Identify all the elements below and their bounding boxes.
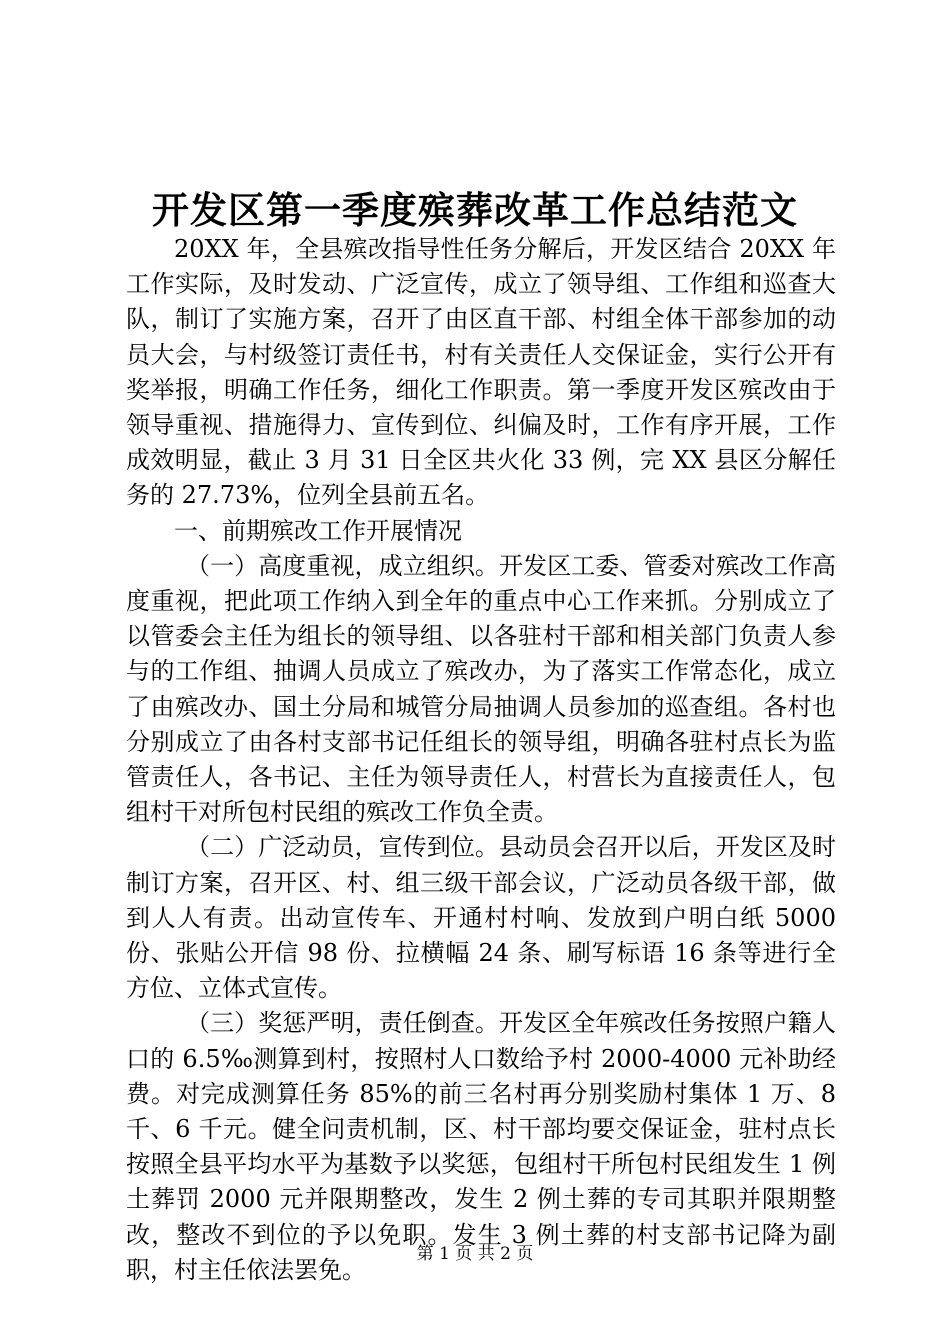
subsection-paragraph-3: （三）奖惩严明，责任倒查。开发区全年殡改任务按照户籍人口的 6.5‰测算到村，按照村人口数给予村 2000-4000 元补助经费。对完成测算任务 85%的前三名村再分别奖励村集体 1 万、8 千、6 千元。健全问责机制，区、村干部均要交保证金，驻村点长按照全县平均水平为基数予以奖惩，包组村干所包村民组发生 1 例土葬罚 2000 元并限期整改，发生 2 例土葬的专司其职并限期整改，整改不到位的予以免职。发生 3 例土葬的村支部书记降为副职，村主任依法罢免。 (126, 1009, 836, 1284)
subsection-paragraph-1: （一）高度重视，成立组织。开发区工委、管委对殡改工作高度重视，把此项工作纳入到全年的重点中心工作来抓。分别成立了以管委会主任为组长的领导组、以各驻村干部和相关部门负责人参与的工作组、抽调人员成立了殡改办，为了落实工作常态化，成立了由殡改办、国土分局和城管分局抽调人员参加的巡查组。各村也分别成立了由各村支部书记任组长的领导组，明确各驻村点长为监管责任人，各书记、主任为领导责任人，村营长为直接责任人，包组村干对所包村民组的殡改工作负全责。 (126, 551, 836, 827)
intro-paragraph: 20XX 年，全县殡改指导性任务分解后，开发区结合 20XX 年工作实际，及时发动、广泛宣传，成立了领导组、工作组和巡查大队，制订了实施方案，召开了由区直干部、村组全体干部参加的动员大会，与村级签订责任书，村有关责任人交保证金，实行公开有奖举报，明确工作任务，细化工作职责。第一季度开发区殡改由于领导重视、措施得力、宣传到位、纠偏及时，工作有序开展，工作成效明显，截止 3 月 31 日全区共火化 33 例，完 XX 县区分解任务的 27.73%，位列全县前五名。 (126, 235, 836, 510)
section-heading: 一、前期殡改工作开展情况 (174, 516, 462, 545)
page-footer: 第 1 页 共 2 页 (416, 1244, 534, 1264)
document-title: 开发区第一季度殡葬改革工作总结范文 (152, 188, 798, 232)
document-body (126, 232, 836, 1288)
subsection-paragraph-2: （二）广泛动员，宣传到位。县动员会召开以后，开发区及时制订方案，召开区、村、组三级干部会议，广泛动员各级干部，做到人人有责。出动宣传车、开通村村响、发放到户明白纸 5000 份、张贴公开信 98 份、拉横幅 24 条、刷写标语 16 条等进行全方位、立体式宣传。 (126, 833, 836, 1003)
